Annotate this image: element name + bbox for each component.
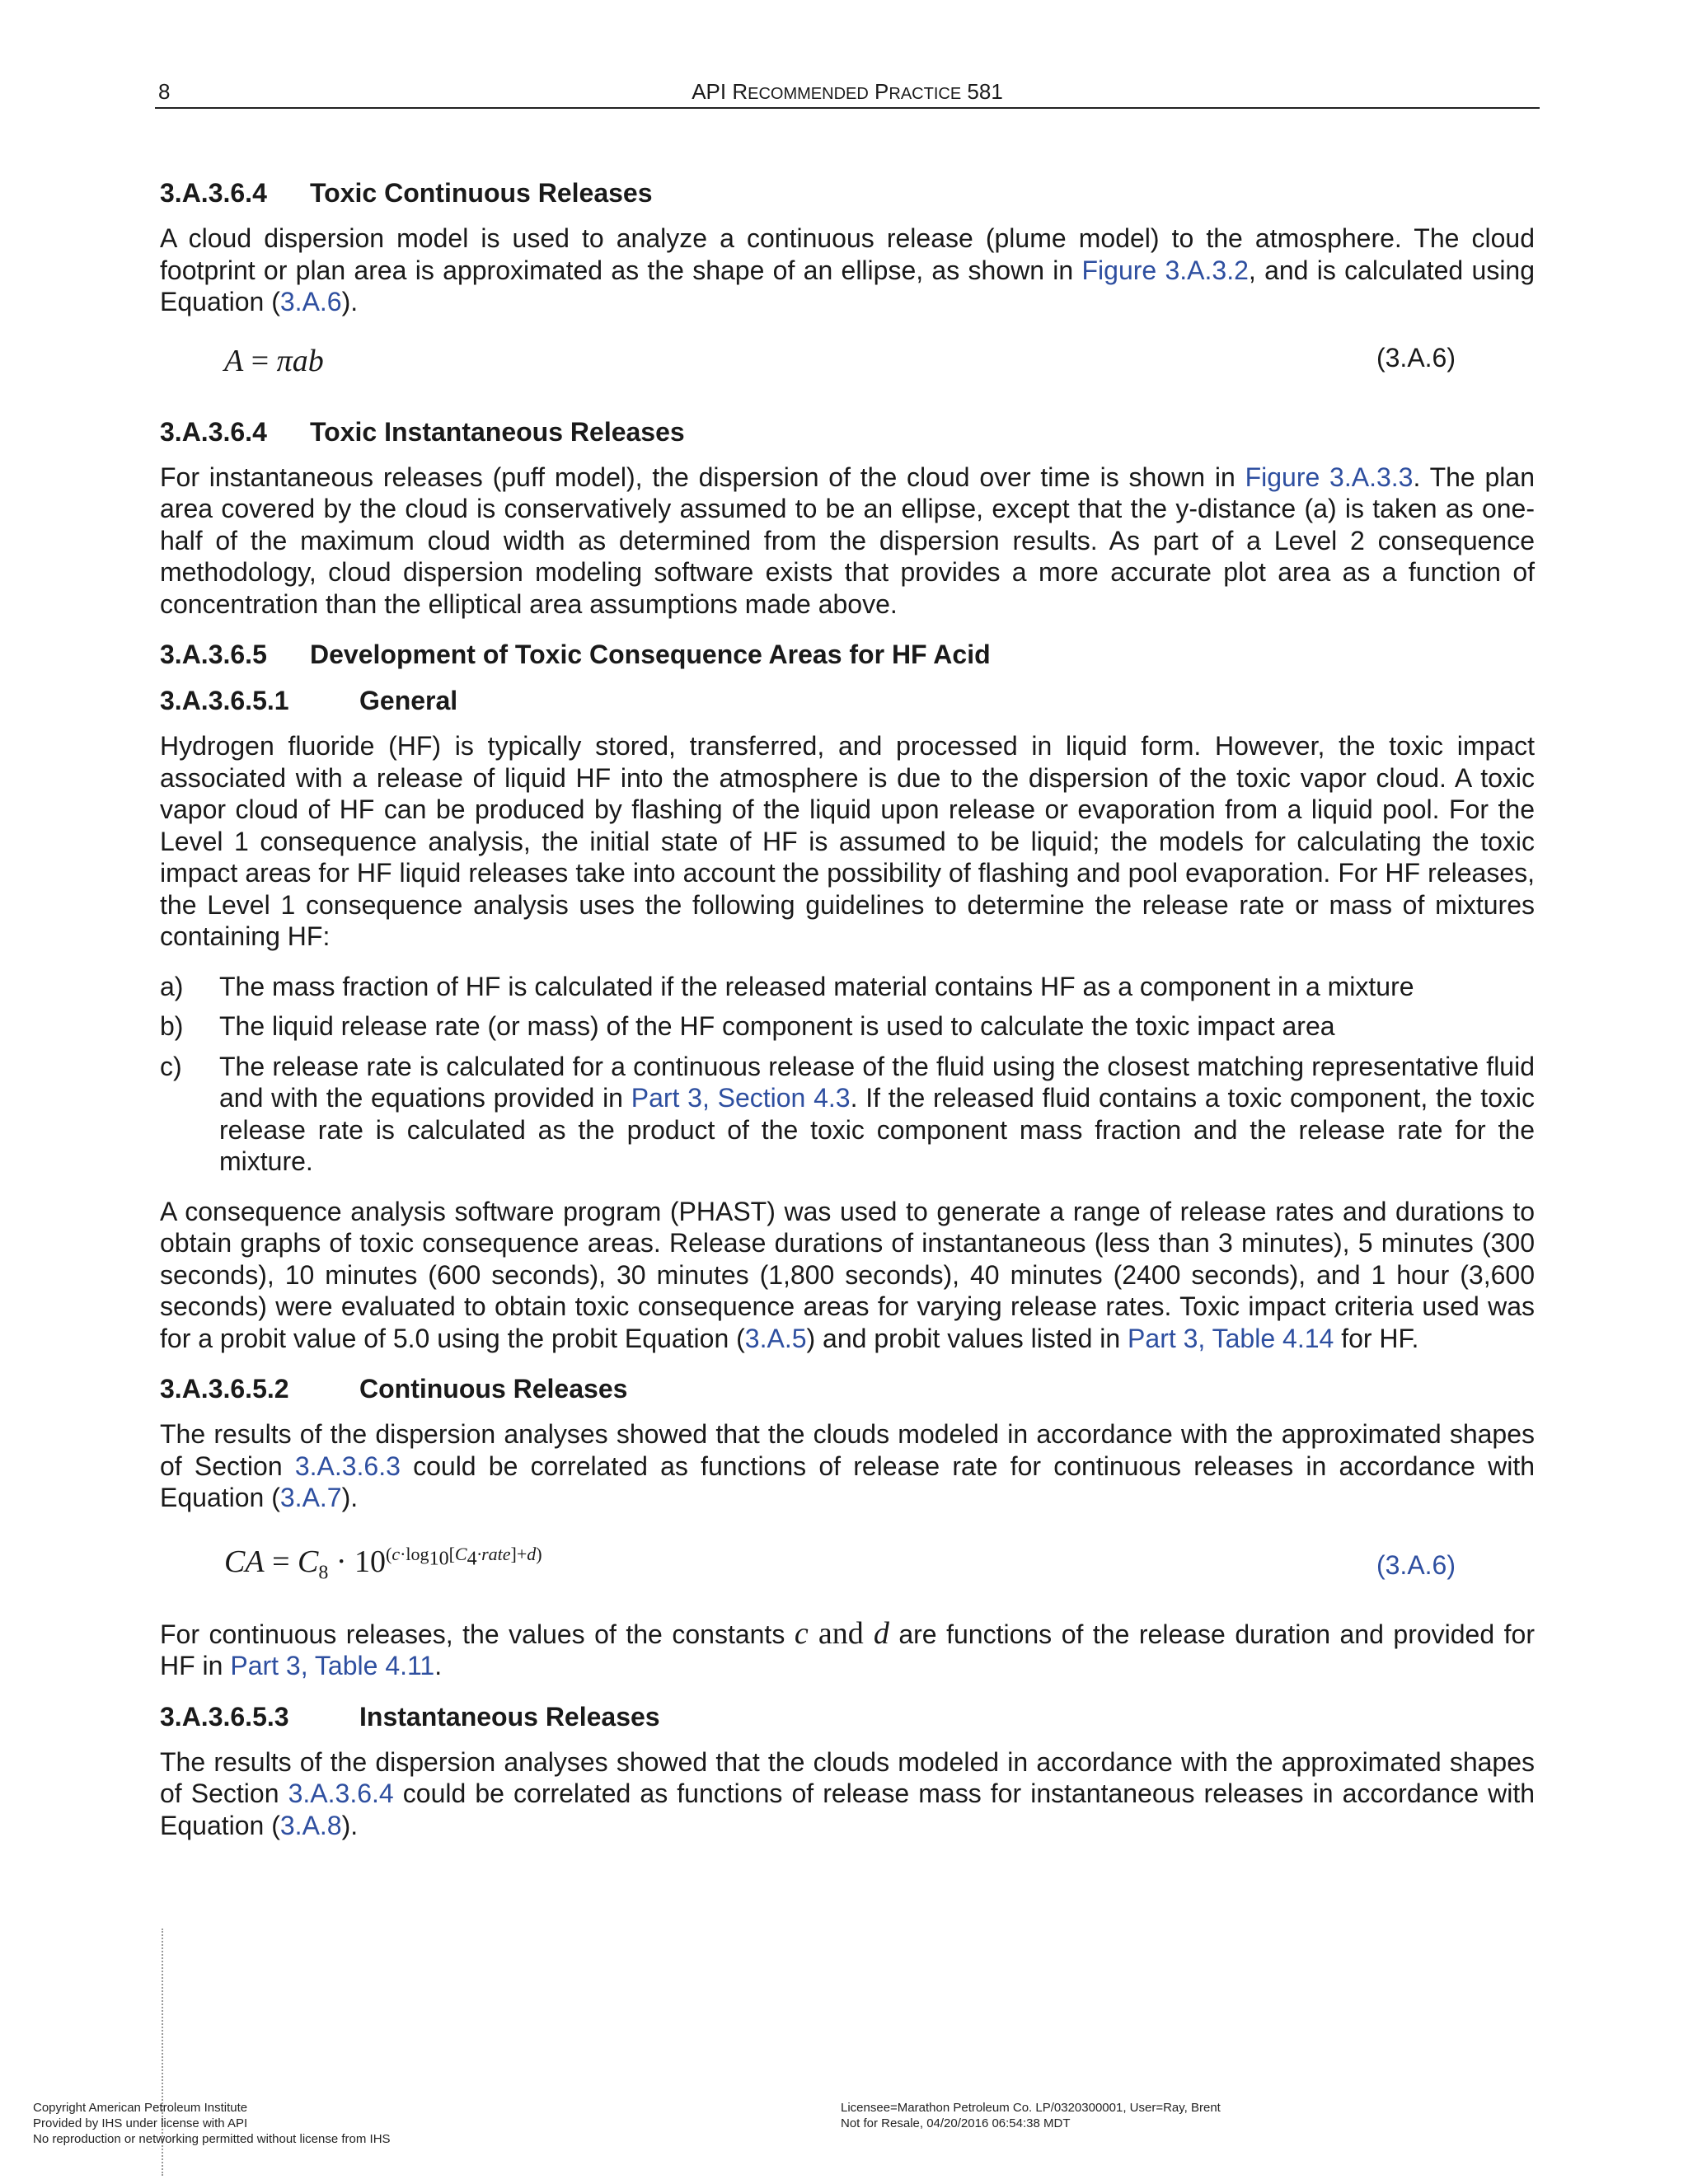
paragraph-phast: A consequence analysis software program (PHAST) was used to generate a range of release rates and durations to obtain graphs of toxic consequence areas. Release durations of instantaneous (less than 3 minutes), 5 minutes (300 seconds), 10 minutes (600 seconds), 30 minutes (1,800 seconds), 40 minutes (2400 seconds), and 1 hour (3,600 seconds) were evaluated to obtain toxic consequence areas for varying release rates. Toxic impact criteria used was for a probit value of 5.0 using the probit Equation (3.A.5) and probit values listed in Part 3, Table 4.14 for HF. [160, 1196, 1535, 1353]
equation-formula: CA = $C_8 \cdot 10^{(c\cdot log_{10}[C_4\cdot rate]+d)}$ [224, 1543, 542, 1584]
paragraph-constants: For continuous releases, the values of the constants c and d are functions of the release duration and provided for HF in Part 3, Table 4.11. [160, 1615, 1536, 1680]
page-header [155, 79, 1540, 109]
link-figure-3a32[interactable]: Figure 3.A.3.2 [1081, 255, 1249, 285]
link-section-3a364[interactable]: 3.A.3.6.4 [288, 1779, 394, 1808]
heading-continuous-releases: 3.A.3.6.5.2 Continuous Releases [160, 1374, 628, 1404]
paragraph-continuous-results: The results of the dispersion analyses showed that the clouds modeled in accordance with the approximated shapes of Section 3.A.3.6.3 could be correlated as functions of release rate for continuous releases in accordance with Equation (3.A.7). [160, 1419, 1536, 1512]
footer-copyright: Copyright American Petroleum Institute Provided by IHS under license with API No reproduction or networking permitted without license from IHS [33, 2101, 391, 2146]
heading-hf-acid-consequence-areas: 3.A.3.6.5 Development of Toxic Consequence Areas for HF Acid [160, 640, 991, 669]
equation-formula: A = πab [224, 343, 324, 378]
equation-number: (3.A.6) [1376, 342, 1456, 373]
heading-general: 3.A.3.6.5.1 General [160, 686, 458, 715]
equation-number[interactable]: (3.A.6) [1376, 1549, 1456, 1580]
link-part3-table414[interactable]: Part 3, Table 4.14 [1128, 1323, 1334, 1353]
link-equation-3a6[interactable]: 3.A.6 [279, 287, 342, 316]
link-section-3a363[interactable]: 3.A.3.6.3 [294, 1451, 401, 1481]
link-part3-section43[interactable]: Part 3, Section 4.3 [631, 1083, 851, 1113]
running-head: API RECOMMENDED PRACTICE 581 [692, 79, 1003, 104]
list-item: a) The mass fraction of HF is calculated if the released material contains HF as a component in a mixture [160, 971, 1414, 1001]
equation-ellipse-area [160, 336, 1535, 394]
link-part3-table411[interactable]: Part 3, Table 4.11 [230, 1651, 435, 1680]
paragraph-puff-model: For instantaneous releases (puff model), the dispersion of the cloud over time is shown in Figure 3.A.3.3. The plan area covered by the cloud is conservatively assumed to be an ellipse, except that the y-distance (a) is taken as one-half of the maximum cloud width as determined from the dispersion results. As part of a Level 2 consequence methodology, cloud dispersion modeling software exists that provides a more accurate plot area as a function of concentration than the elliptical area assumptions made above. [160, 462, 1536, 619]
heading-toxic-continuous-releases: 3.A.3.6.4 Toxic Continuous Releases [160, 178, 653, 208]
link-equation-3a5[interactable]: 3.A.5 [744, 1323, 807, 1353]
document-body [160, 176, 1535, 1859]
footer-licensee: Licensee=Marathon Petroleum Co. LP/0320300001, User=Ray, Brent Not for Resale, 04/20/2016 06:54:38 MDT [841, 2101, 1221, 2130]
equation-consequence-area [160, 1532, 1535, 1596]
paragraph-instantaneous-results: The results of the dispersion analyses showed that the clouds modeled in accordance with the approximated shapes of Section 3.A.3.6.4 could be correlated as functions of release mass for instantaneous releases in accordance with Equation (3.A.8). [160, 1746, 1536, 1840]
page-number: 8 [158, 79, 171, 104]
paragraph-plume-model: A cloud dispersion model is used to analyze a continuous release (plume model) to the atmosphere. The cloud footprint or plan area is approximated as the shape of an ellipse, as shown in Figure 3.A.3.2, and is calculated using Equation (3.A.6). [160, 223, 1536, 316]
heading-instantaneous-releases: 3.A.3.6.5.3 Instantaneous Releases [160, 1701, 660, 1732]
list-item: c) The release rate is calculated for a continuous release of the fluid using the closest matching representative fluid and with the equations provided in Part 3, Section 4.3. If the released fluid contains a toxic component, the toxic release rate is calculated as the product of the toxic component mass fraction and the release rate for the mixture. [160, 1051, 1536, 1176]
link-equation-3a7[interactable]: 3.A.7 [279, 1483, 342, 1512]
guideline-list [160, 971, 1535, 1178]
list-item: b) The liquid release rate (or mass) of the HF component is used to calculate the toxic impact area [160, 1011, 1335, 1041]
heading-toxic-instantaneous-releases: 3.A.3.6.4 Toxic Instantaneous Releases [160, 416, 685, 447]
link-figure-3a33[interactable]: Figure 3.A.3.3 [1245, 462, 1414, 492]
link-equation-3a8[interactable]: 3.A.8 [279, 1810, 342, 1840]
paragraph-hf-general: Hydrogen fluoride (HF) is typically stored, transferred, and processed in liquid form. However, the toxic impact associated with a release of liquid HF into the atmosphere is due to the dispersion of the toxic vapor cloud. A toxic vapor cloud of HF can be produced by flashing of the liquid upon release or evaporation from a liquid pool. For the Level 1 consequence analysis, the initial state of HF is assumed to be liquid; the models for calculating the toxic impact areas for HF liquid releases take into account the possibility of flashing and pool evaporation. For HF releases, the Level 1 consequence analysis uses the following guidelines to determine the release rate or mass of mixtures containing HF: [160, 731, 1535, 951]
